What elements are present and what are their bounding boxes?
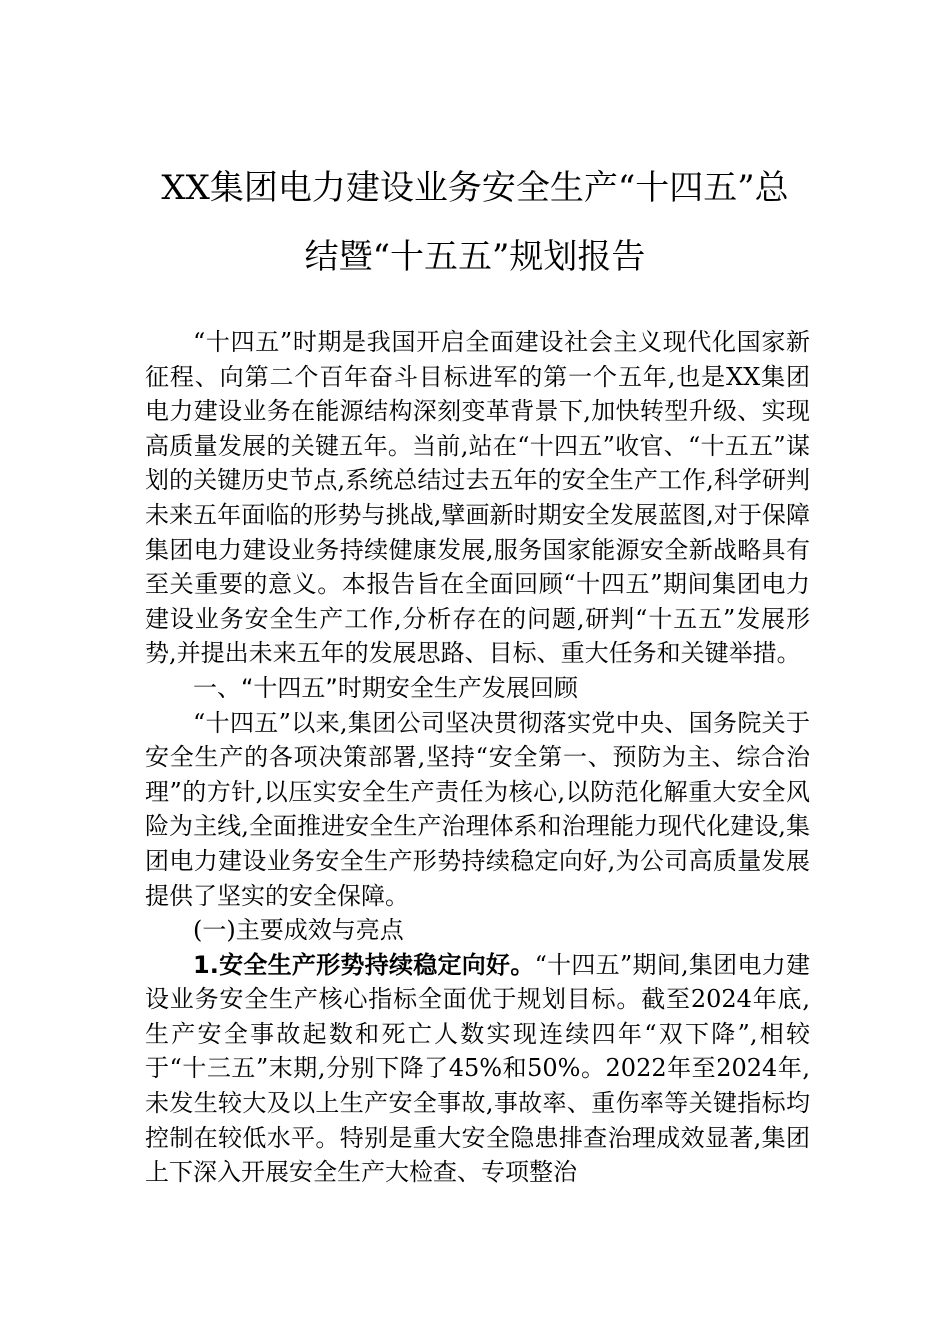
document-title-line-2: 结暨“十五五”规划报告 bbox=[304, 237, 646, 277]
item-1-paragraph bbox=[145, 948, 810, 1190]
document-title-line-1: XX集团电力建设业务安全生产“十四五”总 bbox=[161, 168, 789, 208]
document-body bbox=[145, 325, 810, 1190]
subsection-1-heading: (一)主要成效与亮点 bbox=[193, 916, 404, 945]
item-1-lead: 1.安全生产形势持续稳定向好。 bbox=[193, 950, 535, 979]
section-1-heading: 一、“十四五”时期安全生产发展回顾 bbox=[193, 673, 578, 702]
intro-paragraph: “十四五”时期是我国开启全面建设社会主义现代化国家新征程、向第二个百年奋斗目标进军的第一个五年,也是XX集团电力建设业务在能源结构深刻变革背景下,加快转型升级、实现高质量发展的关键五年。当前,站在“十四五”收官、“十五五”谋划的关键历史节点,系统总结过去五年的安全生产工作,科学研判未来五年面临的形势与挑战,擘画新时期安全发展蓝图,对于保障集团电力建设业务持续健康发展,服务国家能源安全新战略具有至关重要的意义。本报告旨在全面回顾“十四五”期间集团电力建设业务安全生产工作,分析存在的问题,研判“十五五”发展形势,并提出未来五年的发展思路、目标、重大任务和关键举措。 bbox=[145, 328, 810, 668]
section-1-paragraph: “十四五”以来,集团公司坚决贯彻落实党中央、国务院关于安全生产的各项决策部署,坚持“安全第一、预防为主、综合治理”的方针,以压实安全生产责任为核心,以防范化解重大安全风险为主线,全面推进安全生产治理体系和治理能力现代化建设,集团电力建设业务安全生产形势持续稳定向好,为公司高质量发展提供了坚实的安全保障。 bbox=[145, 708, 810, 910]
item-1-text: “十四五”期间,集团电力建设业务安全生产核心指标全面优于规划目标。截至2024年底,生产安全事故起数和死亡人数实现连续四年“双下降”,相较于“十三五”末期,分别下降了45%和50%。2022年至2024年,未发生较大及以上生产安全事故,事故率、重伤率等关键指标均控制在较低水平。特别是重大安全隐患排查治理成效显著,集团上下深入开展安全生产大检查、专项整治 bbox=[145, 950, 810, 1187]
